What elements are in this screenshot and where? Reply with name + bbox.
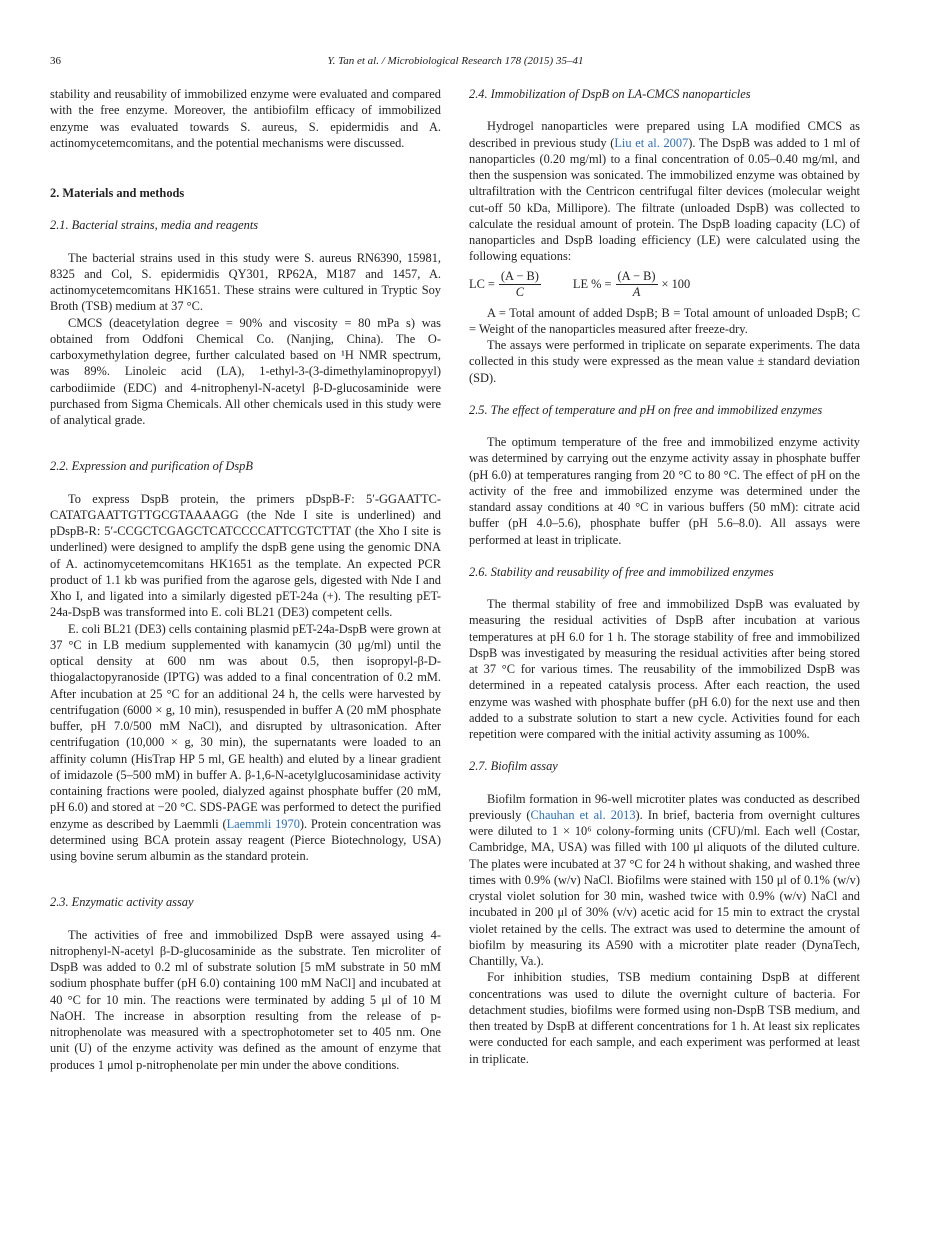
lc-fraction: $\frac{(A - B)}{C}$ [500,269,539,299]
reference-link-laemmli[interactable]: Laemmli 1970 [226,816,300,831]
section-2-4-para-1: Hydrogel nanoparticles were prepared using LA modified CMCS as described in previous study (Liu et al. 2007). The DspB was added to 1 ml of nanoparticles (0.20 mg/ml) to a final concentration of 0.05–0.40 mg/ml, and then the suspension was sonicated. The immobilized enzyme was obtained by ultrafiltration with the Centricon centrifugal filter devices (molecular weight cut-off 50 kDa, Millipore). The filtrate (unloaded DspB) was collected to calculate the residual amount of protein. The DspB loading capacity (LC) of nanoparticles and DspB loading efficiency (LE) were calculated using the following equations: [469,119,860,264]
section-2-1-para-2: CMCS (deacetylation degree = 90% and viscosity = 80 mPa s) was obtained from Oddfoni Chemical Co. (Nanjing, China). The O-carboxymethylation degree, further calculated based on ¹H NMR spectrum, was 89%. Linoleic acid (LA), 1-ethyl-3-(3-dimethylaminopropyyl) carbodiimide (EDC) and 4-nitrophenyl-N-acetyl β-D-glucosaminide were purchased from Sigma Chemicals. All other chemicals used in this study were of analytical grade. [50,315,441,427]
section-2-2-para-2: E. coli BL21 (DE3) cells containing plasmid pET-24a-DspB were grown at 37 °C in LB medium supplemented with kanamycin (30 μg/ml) until the optical density at 600 nm was about 0.5, then isopropyl-β-D-thiogalactopyranoside (IPTG) was added to a final concentration of 0.2 mM. After incubation at 25 °C for an additional 24 h, the cells were harvested by centrifugation (6000 × g, 10 min), resuspended in buffer A (20 mM phosphate buffer, pH 7.0/500 mM NaCl), and disrupted by ultrasonication. After centrifugation (10,000 × g, 30 min), the supernatants were loaded to an affinity column (HisTrap HP 5 ml, GE health) and eluted by a linear gradient of imidazole (5–500 mM) in buffer A. β-1,6-N-acetylglucosaminidase activity containing fractions were pooled, dialyzed against phosphate buffer (20 mM, pH 6.0) and stored at −20 °C. SDS-PAGE was performed to detect the purified enzyme as described by Laemmli (Laemmli 1970). Protein concentration was determined using BCA protein assay reagent (Pierce Biotechnology, USA) using bovine serum albumin as the standard protein. [50,621,442,863]
section-2-3-para-1: The activities of free and immobilized DspB were assayed using 4-nitrophenyl-N-acetyl β-D-glucosaminide as the substrate. Ten microliter of DspB was added to 0.2 ml of substrate solution [5 mM substrate in 50 mM sodium phosphate buffer (pH 6.0) containing 100 mM NaCl] and incubated at 40 °C for 10 min. The reactions were terminated by adding 5 μl of 10 M NaOH. The increase in absorption resulting from the release of p-nitrophenolate was measured with a spectrophotometer set to 405 nm. One unit (U) of the enzyme activity was defined as the amount of enzyme that produces 1 μmol p-nitrophenolate per min under the above conditions. [50,927,441,1072]
reference-link-chauhan[interactable]: Chauhan et al. 2013 [530,807,636,822]
left-column [50,86,441,1073]
section-2-4-para-3: The assays were performed in triplicate on separate experiments. The data collected in this study were expressed as the mean value ± standard deviation (SD). [469,338,860,385]
section-2-7-para-1: Biofilm formation in 96-well microtiter plates was conducted as described previously (Chauhan et al. 2013). In brief, bacteria from overnight cultures were diluted to 1 × 10⁶ colony-forming units (CFU)/ml. Each well (Costar, Cambridge, MA, USA) was filled with 100 μl aliquots of the diluted culture. The plates were incubated at 37 °C for 24 h without shaking, and washed three times with 0.9% (w/v) NaCl. Biofilms were stained with 150 μl of 0.1% (w/v) crystal violet solution for 30 min, washed twice with 0.9% (w/v) NaCl and incubated in 200 μl of 30% (v/v) acetic acid for 15 min to extract the crystal violet retained by the cells. The extract was used to determine the amount of biofilm by measuring its A590 with a microtiter plate reader (DynaTech, Chantilly, Va.). [469,791,860,968]
loading-equations [469,265,860,305]
section-2-1-title: 2.1. Bacterial strains, media and reagents [50,218,259,233]
section-2-4-para-2: A = Total amount of added DspB; B = Total amount of unloaded DspB; C = Weight of the nanoparticles measured after freeze-dry. [469,305,860,336]
right-column [469,86,860,1067]
section-2-2-para-1: To express DspB protein, the primers pDspB-F: 5′-GGAATTC-CATATGAATTGTTGCGTAAAAGG (the Nde I site is underlined) and pDspB-R: 5′-CCGCTCGAGCTCATCCCCATTCGTCTTAT (the Xho I site is underlined) were designed to amplify the dspB gene using the genomic DNA of A. actinomycetemcomitans HK1651 as the template. An expected PCR product of 1.1 kb was purified from the agarose gels, digested with Nde I and Xho I, and ligated into a similarly digested pET-24a (+). The resulting pET-24a-DspB was transformed into E. coli BL21 (DE3) competent cells. [50,491,441,620]
section-2-title: 2. Materials and methods [50,186,185,200]
le-label: LE % = [572,277,612,292]
section-2-5-title: 2.5. The effect of temperature and pH on free and immobilized enzymes [469,402,823,417]
lc-label: LC = [469,277,495,292]
section-2-6-title: 2.6. Stability and reusability of free and immobilized enzymes [469,564,774,579]
section-2-5-para-1: The optimum temperature of the free and immobilized enzyme activity was determined by carrying out the enzyme activity assay in phosphate buffer (pH 6.0) at temperatures ranging from 20 °C to 80 °C. The effect of pH on the activity of the free and immobilized enzyme was determined under the standard assay conditions at 40 °C in various buffers (50 mM): citrate acid buffer (pH 4.0–5.6), phosphate buffer (pH 5.6–8.0). All assays were performed at least in triplicate. [469,435,860,547]
section-2-7-title: 2.7. Biofilm assay [469,759,558,774]
section-2-1-para-1: The bacterial strains used in this study were S. aureus RN6390, 15981, 8325 and Col, S. epidermidis QY301, RP62A, M187 and 1457, A. actinomycetemcomitans HK1651. These strains were cultured in Tryptic Soy Broth (TSB) medium at 37 °C. [50,250,441,314]
section-2-7-para-2: For inhibition studies, TSB medium containing DspB at different concentrations was used to dilute the overnight culture of bacteria. For detachment studies, biofilms were formed using non-DspB TSB medium, and then treated by DspB at different concentrations for 1 h. At least six replicates were conducted for each sample, and each experiment was performed at least in triplicate. [469,970,860,1066]
section-2-2-title: 2.2. Expression and purification of DspB [50,459,253,474]
section-2-6-para-1: The thermal stability of free and immobilized DspB was evaluated by measuring the residual activities of DspB after incubation at various temperatures at pH 6.0 for 1 h. The storage stability of free and immobilized DspB was investigated by measuring the residual activities after being stored at 37 °C for various times. The reusability of the immobilized DspB was determined in a repeated catalysis process. After each reaction, the used enzyme was washed with phosphate buffer (pH 6.0) for the next use and then added to a substrate solution to start a new cycle. Activities found for each repetition were compared with the initial activity assuming as 100%. [469,597,860,741]
page-number: 36 [50,55,61,67]
reference-link-liu[interactable]: Liu et al. 2007 [614,135,689,150]
running-header [50,55,861,71]
intro-tail: stability and reusability of immobilized enzyme were evaluated and compared with the free enzyme. Moreover, the antibiofilm efficacy of immobilized enzyme was evaluated towards S. aureus, S. epidermidis and A. actinomycetemcomitans, and the potential mechanisms were discussed. [50,87,441,150]
journal-citation: Y. Tan et al. / Microbiological Research 178 (2015) 35–41 [327,55,584,67]
le-fraction: $\frac{(A - B)}{A}$ [617,269,656,299]
section-2-4-title: 2.4. Immobilization of DspB on LA-CMCS nanoparticles [469,87,751,101]
section-2-3-title: 2.3. Enzymatic activity assay [50,895,194,910]
le-multiplier: × 100 [661,277,691,292]
